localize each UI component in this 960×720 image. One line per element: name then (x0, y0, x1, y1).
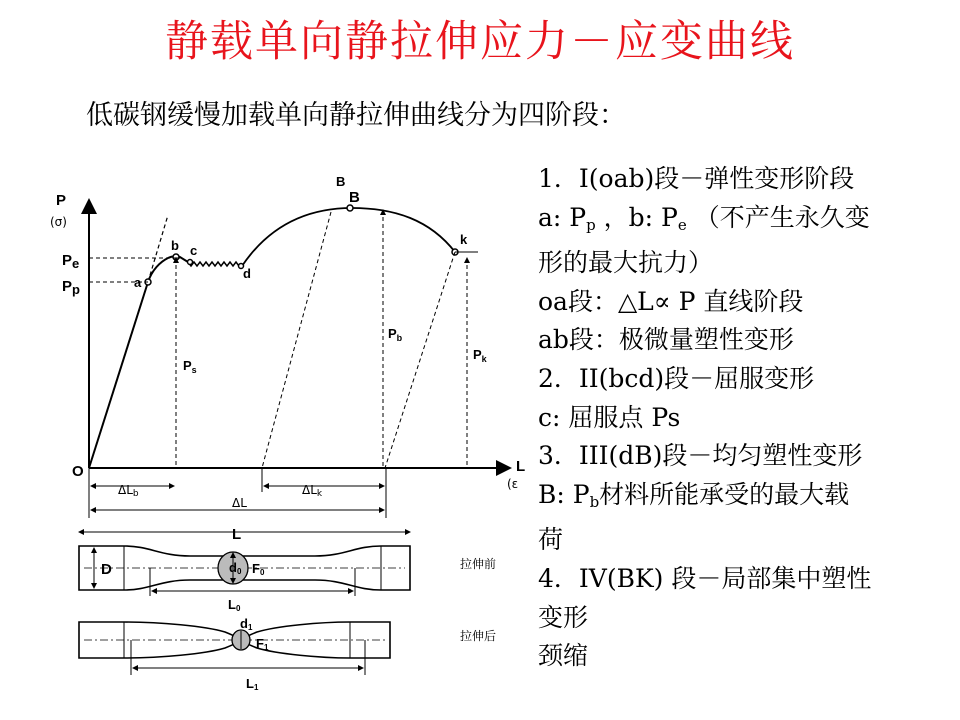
x-axis-sublabel: (ε (507, 477, 519, 491)
point-c-label: c (190, 243, 198, 258)
tensile-curve-diagram (30, 168, 535, 698)
spec-d1-label: d1 (240, 616, 253, 632)
delta-lk-label: ΔLk (302, 483, 323, 499)
stage-2: 2．II(bcd)段－屈服变形 (538, 363, 815, 393)
stage-4-cont: 变形 (538, 602, 589, 632)
specimen-before (79, 546, 410, 596)
ps-label: $P_s$ (183, 358, 197, 375)
point-b-label: b (171, 238, 179, 253)
stage-3-B-cont: 荷 (538, 525, 564, 555)
stage-3-B: B: $P_b$材料所能承受的最大载 (538, 479, 850, 511)
before-tension-label: 拉伸前 (460, 557, 497, 571)
point-a-label: a (134, 275, 142, 290)
specimen-after (79, 622, 390, 675)
spec-L1-label: L1 (246, 676, 259, 692)
point-d-label: d (243, 266, 251, 281)
point-B-label: B (349, 189, 360, 206)
stage-4: 4．IV(BK) 段－局部集中塑性 (538, 563, 872, 593)
stage-3: 3．III(dB)段－均匀塑性变形 (538, 441, 863, 471)
stages-list (538, 160, 958, 676)
point-B-top-label: B (336, 174, 346, 189)
spec-F1-label: F1 (256, 636, 269, 652)
y-axis-label: P (56, 192, 67, 209)
after-tension-label: 拉伸后 (460, 629, 497, 643)
point-k-label: k (460, 232, 468, 247)
stage-1: 1．I(oab)段－弹性变形阶段 (538, 164, 855, 193)
spec-F0-label: F0 (252, 561, 265, 577)
stage-1-oa: oa段：△L∝ P 直线阶段 (538, 286, 804, 316)
spec-D-label: D (101, 561, 112, 578)
page-title: 静载单向静拉伸应力－应变曲线 (165, 17, 795, 67)
pb-label: $P_b$ (388, 326, 403, 343)
pp-label: Pp (62, 278, 80, 297)
stage-4-necking: 颈缩 (538, 641, 589, 671)
x-axis-label: L (516, 458, 526, 475)
pe-label: Pe (62, 252, 80, 271)
delta-l-label: ΔL (232, 496, 247, 510)
spec-L0-label: L0 (228, 597, 241, 613)
subtitle: 低碳钢缓慢加载单向静拉伸曲线分为四阶段： (86, 100, 626, 131)
spec-d0-label: d0 (229, 560, 242, 576)
delta-lb-label: ΔLb (118, 483, 139, 499)
yield-zigzag (188, 262, 239, 266)
origin-label: O (72, 463, 84, 480)
y-axis-sublabel: (σ) (50, 215, 67, 229)
stage-1-points: a: $P_p$ ，b: $P_e$ （不产生永久变 (538, 202, 870, 234)
elastic-line (89, 282, 148, 468)
stage-1-points-cont: 形的最大抗力） (538, 248, 714, 278)
curve-dBk (242, 208, 455, 266)
pk-label: $P_k$ (473, 347, 487, 364)
stage-2-c: c: 屈服点 Ps (538, 402, 681, 432)
stage-1-ab: ab段：极微量塑性变形 (538, 325, 794, 355)
elastic-extension (148, 215, 168, 282)
length-L-label: L (232, 526, 242, 543)
